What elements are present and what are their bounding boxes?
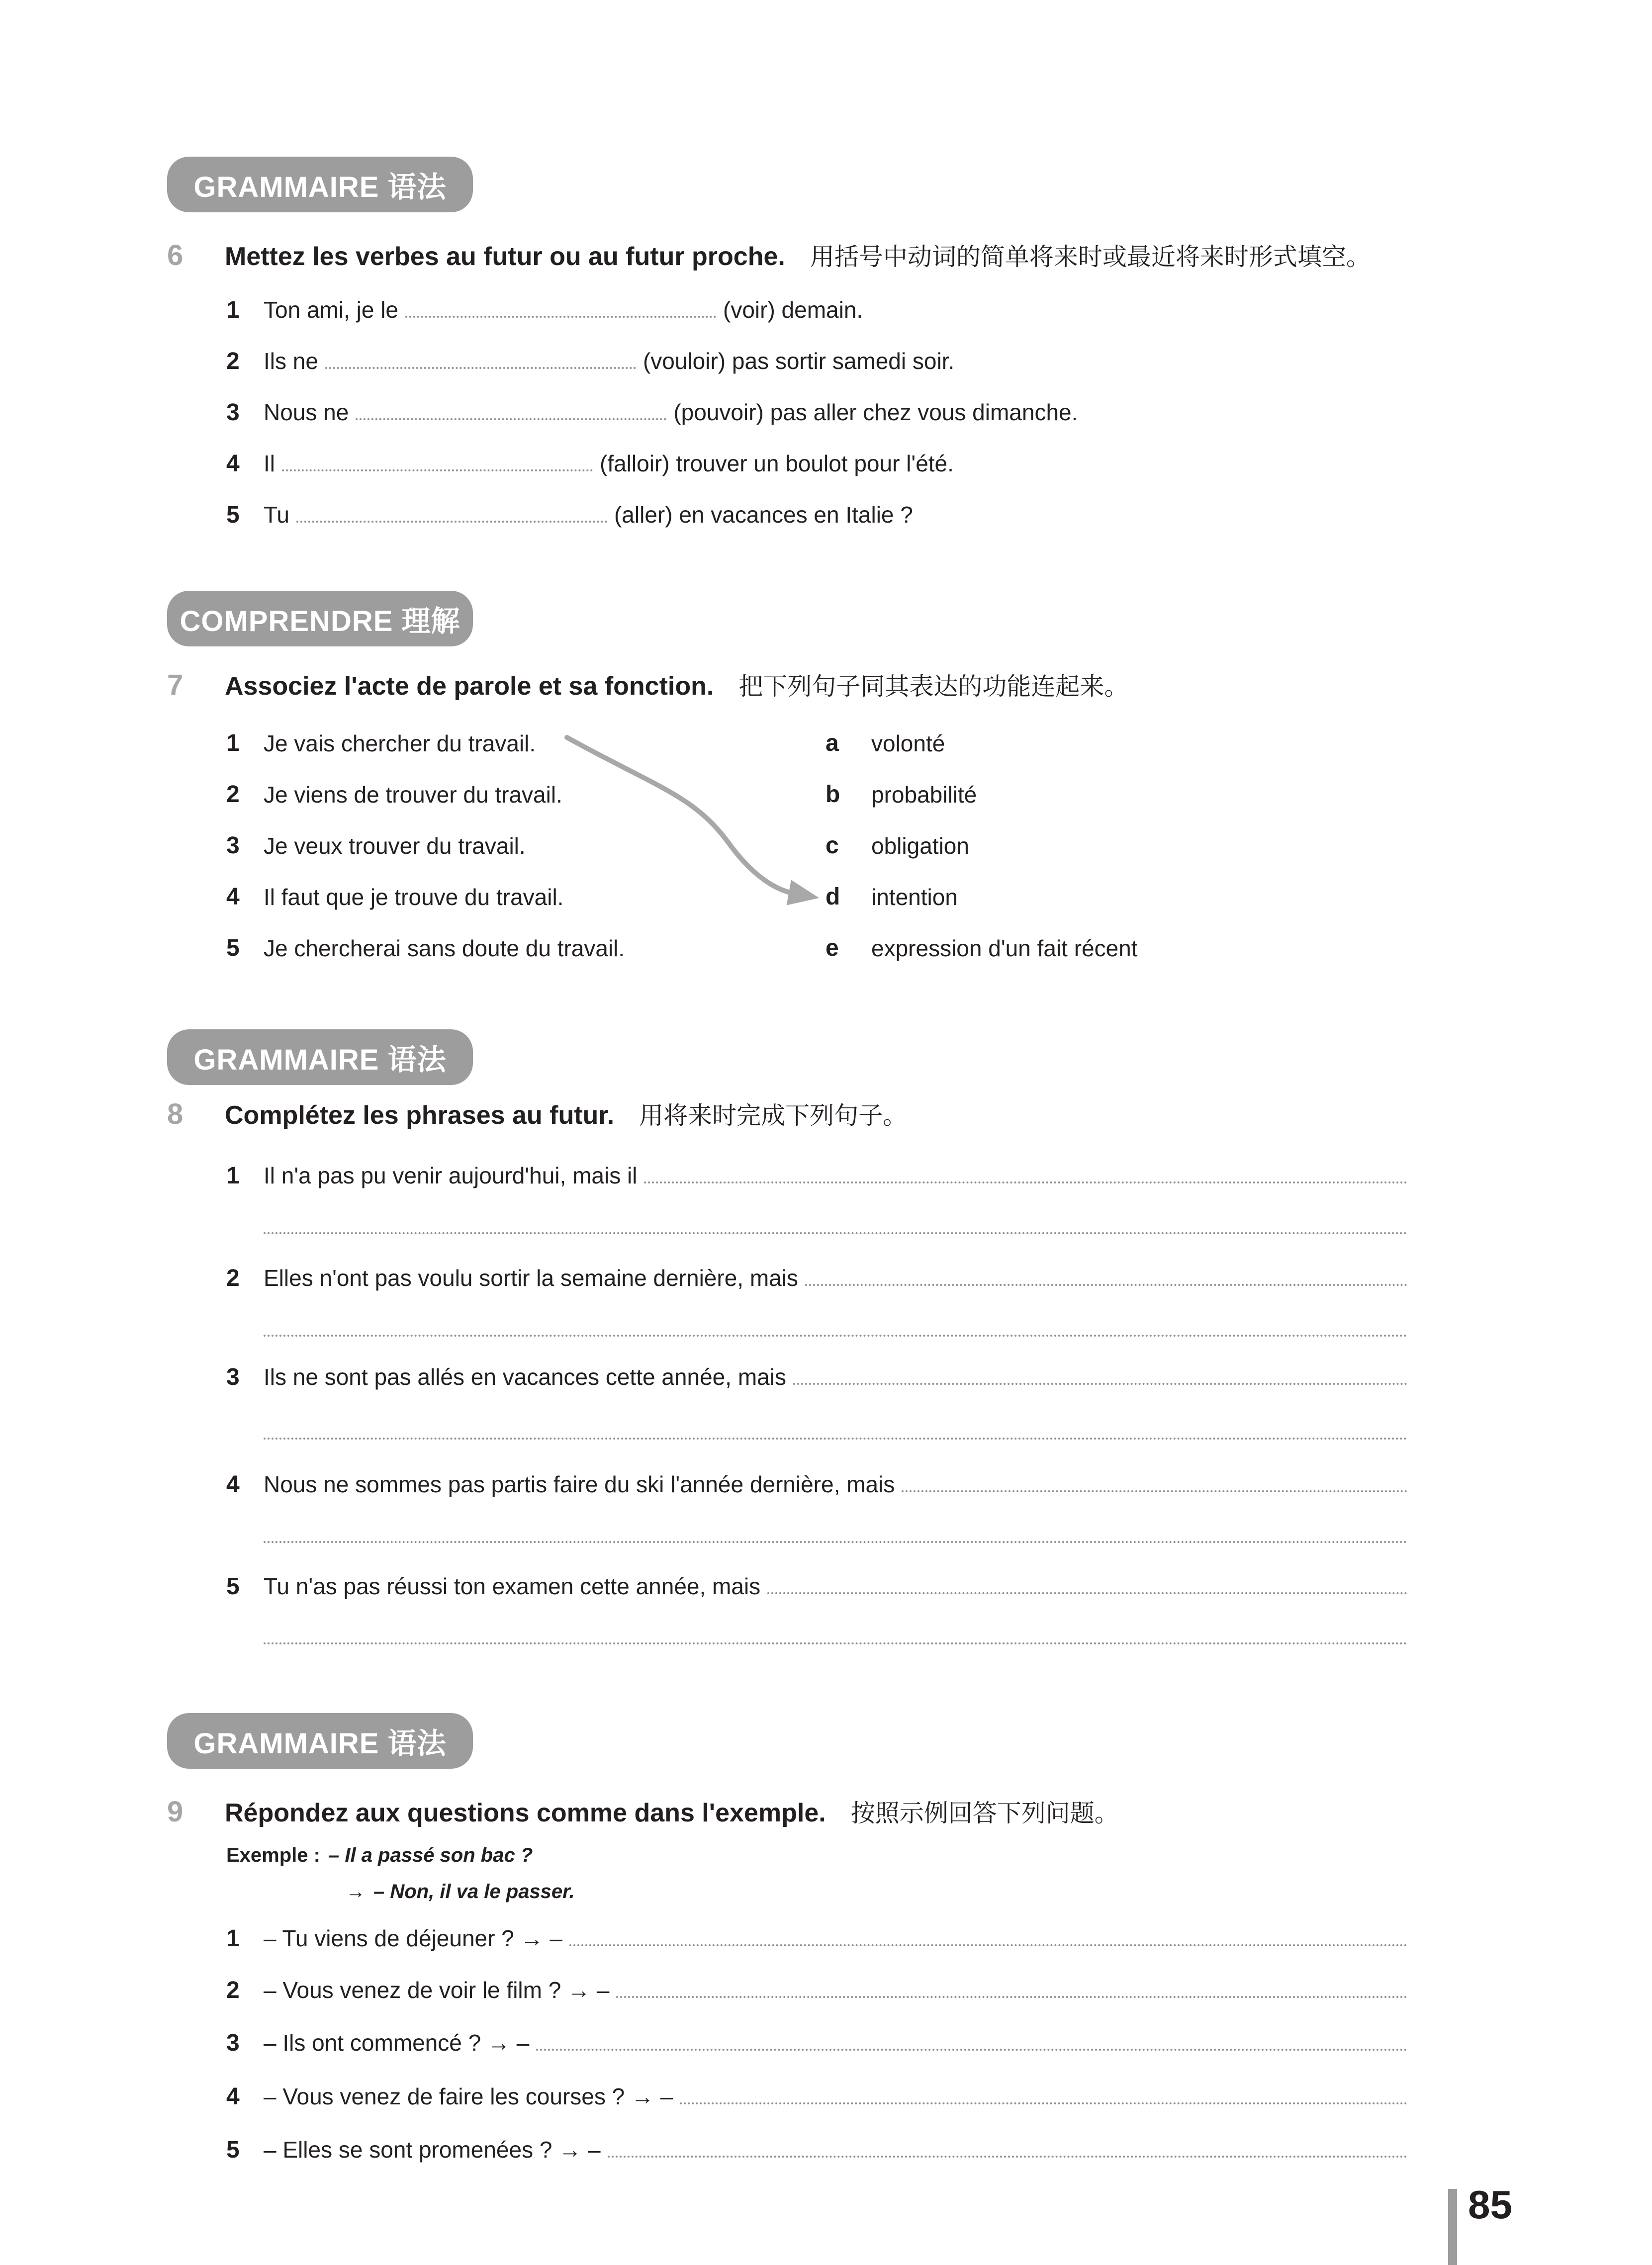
function-text: intention bbox=[871, 884, 958, 910]
item-text: – Tu viens de déjeuner ? → – bbox=[264, 1925, 562, 1951]
section-badge-grammaire-2: GRAMMAIRE 语法 bbox=[167, 1029, 473, 1085]
exercise-8-title-fr: Complétez les phrases au futur. bbox=[225, 1101, 615, 1130]
answer-blank bbox=[282, 454, 593, 471]
ex9-item-2 bbox=[226, 1975, 1407, 2005]
answer-blank bbox=[608, 2141, 1407, 2158]
item-number: 2 bbox=[226, 1977, 240, 2003]
ex6-item-5 bbox=[226, 500, 913, 530]
speech-act-text: Je veux trouver du travail. bbox=[264, 833, 526, 859]
item-text: – Vous venez de voir le film ? → – bbox=[264, 1977, 610, 2003]
option-letter: a bbox=[826, 730, 839, 756]
ex8-item-3 bbox=[226, 1362, 1407, 1392]
speech-act-text: Je chercherai sans doute du travail. bbox=[264, 935, 625, 961]
item-number: 2 bbox=[226, 348, 240, 374]
item-number: 1 bbox=[226, 1163, 240, 1189]
ex9-item-5 bbox=[226, 2135, 1407, 2165]
ex8-item-4 bbox=[226, 1469, 1407, 1500]
answer-line bbox=[264, 1335, 1407, 1337]
item-number: 3 bbox=[226, 1364, 240, 1390]
item-number: 2 bbox=[226, 1265, 240, 1291]
answer-blank bbox=[569, 1929, 1407, 1946]
answer-blank bbox=[296, 506, 607, 523]
exercise-6-title bbox=[167, 238, 1602, 272]
item-text-before: Tu bbox=[264, 502, 289, 528]
item-text: Tu n'as pas réussi ton examen cette année, mais bbox=[264, 1573, 761, 1599]
answer-blank bbox=[356, 403, 666, 420]
item-number: 5 bbox=[226, 1573, 240, 1600]
item-text-before: Nous ne bbox=[264, 399, 349, 425]
ex8-item-2 bbox=[226, 1263, 1407, 1293]
ex9-item-1 bbox=[226, 1923, 1407, 1954]
item-text: Ils ne sont pas allés en vacances cette année, mais bbox=[264, 1364, 786, 1390]
match-arrow-icon bbox=[547, 721, 845, 920]
exercise-6-title-zh: 用括号中动词的简单将来时或最近将来时形式填空。 bbox=[810, 244, 1371, 271]
item-text-after: (aller) en vacances en Italie ? bbox=[614, 502, 913, 528]
answer-blank bbox=[644, 1167, 1407, 1183]
item-text-before: Ton ami, je le bbox=[264, 297, 399, 323]
item-number: 2 bbox=[226, 781, 240, 808]
answer-line bbox=[264, 1438, 1407, 1440]
exercise-6-title-fr: Mettez les verbes au futur ou au futur proche. bbox=[225, 242, 785, 271]
item-text-after: (falloir) trouver un boulot pour l'été. bbox=[600, 451, 954, 476]
page-number-bar bbox=[1448, 2189, 1457, 2265]
exercise-9-title bbox=[167, 1794, 1602, 1829]
answer-line bbox=[264, 1541, 1407, 1543]
item-text-after: (vouloir) pas sortir samedi soir. bbox=[642, 348, 955, 374]
item-text-before: Ils ne bbox=[264, 348, 318, 374]
item-text: Elles n'ont pas voulu sortir la semaine dernière, mais bbox=[264, 1265, 798, 1291]
example-label: Exemple : bbox=[226, 1844, 320, 1866]
exercise-7-title-zh: 把下列句子同其表达的功能连起来。 bbox=[738, 673, 1129, 700]
section-badge-grammaire-3: GRAMMAIRE 语法 bbox=[167, 1713, 473, 1769]
item-text: – Elles se sont promenées ? → – bbox=[264, 2137, 601, 2163]
item-number: 5 bbox=[226, 935, 240, 961]
exercise-8-title-zh: 用将来时完成下列句子。 bbox=[639, 1102, 908, 1129]
ex6-item-1 bbox=[226, 295, 863, 325]
item-text: Nous ne sommes pas partis faire du ski l'année dernière, mais bbox=[264, 1471, 895, 1497]
ex8-item-5 bbox=[226, 1571, 1407, 1602]
page-number: 85 bbox=[1468, 2182, 1512, 2227]
answer-blank bbox=[767, 1577, 1407, 1594]
item-number: 4 bbox=[226, 2084, 240, 2110]
exercise-9-number: 9 bbox=[167, 1796, 184, 1828]
item-text: – Ils ont commencé ? → – bbox=[264, 2030, 530, 2056]
ex6-item-4 bbox=[226, 449, 954, 479]
exercise-7-title bbox=[167, 667, 1602, 702]
item-number: 5 bbox=[226, 502, 240, 528]
example-question-row bbox=[226, 1842, 533, 1868]
exercise-7-title-fr: Associez l'acte de parole et sa fonction. bbox=[225, 672, 714, 701]
example-question: – Il a passé son bac ? bbox=[328, 1844, 533, 1866]
exercise-8-title bbox=[167, 1096, 1602, 1131]
answer-blank bbox=[805, 1269, 1407, 1286]
answer-blank bbox=[616, 1981, 1407, 1998]
item-text: – Vous venez de faire les courses ? → – bbox=[264, 2084, 673, 2109]
item-text-after: (voir) demain. bbox=[723, 297, 863, 323]
item-number: 3 bbox=[226, 832, 240, 859]
example-answer-row bbox=[346, 1879, 575, 1904]
item-text-after: (pouvoir) pas aller chez vous dimanche. bbox=[673, 399, 1078, 425]
ex6-item-2 bbox=[226, 346, 954, 376]
exercise-9-title-zh: 按照示例回答下列问题。 bbox=[850, 1800, 1119, 1827]
option-letter: c bbox=[826, 832, 839, 859]
section-badge-comprendre: COMPRENDRE 理解 bbox=[167, 591, 473, 646]
option-letter: b bbox=[826, 781, 840, 808]
item-number: 4 bbox=[226, 1471, 240, 1498]
answer-line bbox=[264, 1642, 1407, 1644]
exercise-7-number: 7 bbox=[167, 669, 184, 701]
ex7-row-5 bbox=[226, 933, 1407, 963]
exercise-6-number: 6 bbox=[167, 239, 184, 272]
speech-act-text: Je viens de trouver du travail. bbox=[264, 782, 562, 808]
answer-blank bbox=[680, 2087, 1407, 2104]
item-number: 3 bbox=[226, 2030, 240, 2056]
function-text: expression d'un fait récent bbox=[871, 935, 1138, 961]
speech-act-text: Il faut que je trouve du travail. bbox=[264, 884, 564, 910]
item-number: 1 bbox=[226, 297, 240, 323]
exercise-9-title-fr: Répondez aux questions comme dans l'exemple. bbox=[225, 1799, 826, 1827]
ex9-item-4 bbox=[226, 2082, 1407, 2112]
answer-blank bbox=[325, 352, 636, 369]
exercise-8-number: 8 bbox=[167, 1098, 184, 1130]
item-number: 1 bbox=[226, 730, 240, 756]
example-answer: – Non, il va le passer. bbox=[373, 1881, 575, 1903]
section-badge-grammaire-1: GRAMMAIRE 语法 bbox=[167, 157, 473, 212]
ex8-item-1 bbox=[226, 1161, 1407, 1191]
function-text: obligation bbox=[871, 833, 969, 859]
answer-blank bbox=[902, 1475, 1407, 1492]
item-number: 4 bbox=[226, 884, 240, 910]
item-number: 5 bbox=[226, 2137, 240, 2163]
ex9-item-3 bbox=[226, 2028, 1407, 2058]
item-number: 3 bbox=[226, 399, 240, 426]
answer-line bbox=[264, 1232, 1407, 1234]
speech-act-text: Je vais chercher du travail. bbox=[264, 730, 536, 756]
arrow-right-icon: → bbox=[346, 1881, 366, 1903]
ex6-item-3 bbox=[226, 397, 1078, 428]
item-number: 1 bbox=[226, 1925, 240, 1952]
function-text: volonté bbox=[871, 730, 945, 756]
answer-blank bbox=[793, 1368, 1407, 1385]
answer-blank bbox=[405, 301, 716, 318]
option-letter: e bbox=[826, 935, 839, 961]
answer-blank bbox=[536, 2034, 1407, 2051]
function-text: probabilité bbox=[871, 782, 977, 808]
item-number: 4 bbox=[226, 451, 240, 477]
item-text-before: Il bbox=[264, 451, 275, 476]
option-letter: d bbox=[826, 884, 840, 910]
item-text: Il n'a pas pu venir aujourd'hui, mais il bbox=[264, 1163, 638, 1188]
